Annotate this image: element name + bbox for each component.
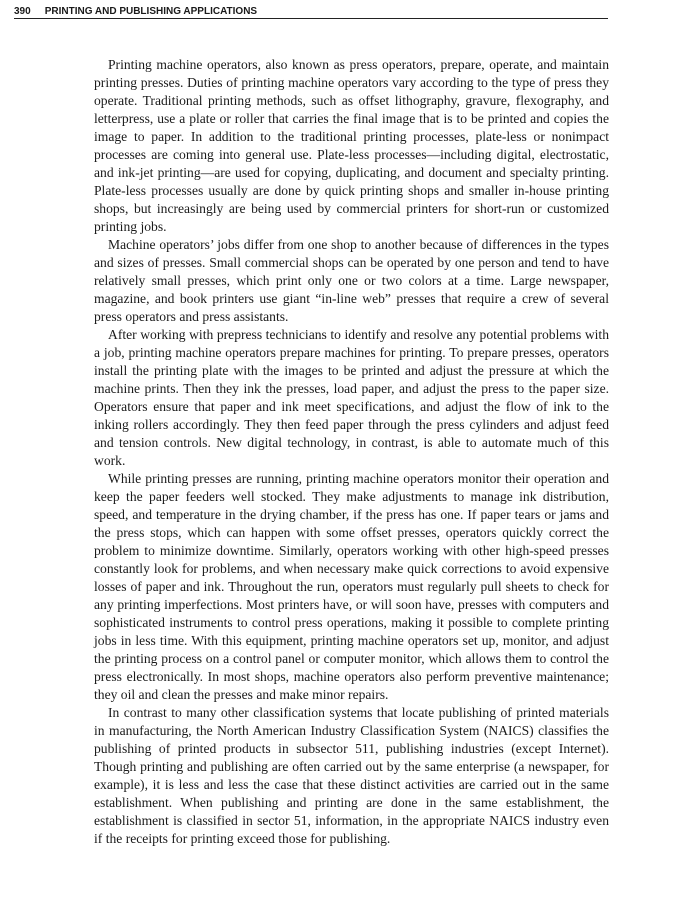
- paragraph: After working with prepress technicians to identify and resolve any potential problems with a job, printing machine operators prepare machines for printing. To prepare presses, operators install the printing plate with the images to be printed and adjust the pressure at which the machine prints. Then they ink the presses, load paper, and adjust the press to the paper size. Operators ensure that paper and ink meet specifications, and adjust the flow of ink to the inking rollers accordingly. They then feed paper through the press cylinders and adjust feed and tension controls. New digital technology, in contrast, is able to automate much of this work.: [94, 327, 609, 468]
- running-head: [14, 5, 608, 19]
- paragraph: While printing presses are running, printing machine operators monitor their operation and keep the paper feeders well stocked. They make adjustments to manage ink distribution, speed, and temperature in the drying chamber, if the press has one. If paper tears or jams and the press stops, which can happen with some offset presses, operators quickly correct the problem to minimize downtime. Similarly, operators working with other high-speed presses constantly look for problems, and when necessary make quick corrections to avoid expensive losses of paper and ink. Throughout the run, operators must regularly pull sheets to check for any printing imperfections. Most printers have, or will soon have, presses with computers and sophisticated instruments to control press operations, making it possible to complete printing jobs in less time. With this equipment, printing machine operators set up, monitor, and adjust the printing process on a control panel or computer monitor, which allows them to control the press electronically. In most shops, machine operators also perform preventive maintenance; they oil and clean the presses and make minor repairs.: [94, 471, 609, 702]
- paragraph: In contrast to many other classification systems that locate publishing of printed materials in manufacturing, the North American Industry Classification System (NAICS) classifies the publishing of printed products in subsector 511, publishing industries (except Internet). Though printing and publishing are often carried out by the same enterprise (a newspaper, for example), it is less and less the case that these distinct activities are carried out in the same establishment. When publishing and printing are done in the same establishment, the establishment is classified in sector 51, information, in the appropriate NAICS industry even if the receipts for printing exceed those for publishing.: [94, 705, 609, 846]
- paragraph: Machine operators’ jobs differ from one shop to another because of differences in the types and sizes of presses. Small commercial shops can be operated by one person and tend to have relatively small presses, which print only one or two colors at a time. Large newspaper, magazine, and book printers use giant “in-line web” presses that require a crew of several press operators and press assistants.: [94, 237, 609, 324]
- page-number: 390: [14, 6, 31, 17]
- body-text: [94, 56, 609, 848]
- running-title: PRINTING AND PUBLISHING APPLICATIONS: [44, 6, 258, 17]
- paragraph: Printing machine operators, also known as press operators, prepare, operate, and maintain printing presses. Duties of printing machine operators vary according to the type of press they operate. Traditional printing methods, such as offset lithography, gravure, flexography, and letterpress, use a plate or roller that carries the final image that is to be printed and copies the image to paper. In addition to the traditional printing processes, plate-less or nonimpact processes are coming into general use. Plate-less processes—including digital, electrostatic, and ink-jet printing—are used for copying, duplicating, and document and specialty printing. Plate-less processes usually are done by quick printing shops and smaller in-house printing shops, but increasingly are being used by commercial printers for short-run or customized printing jobs.: [94, 57, 609, 234]
